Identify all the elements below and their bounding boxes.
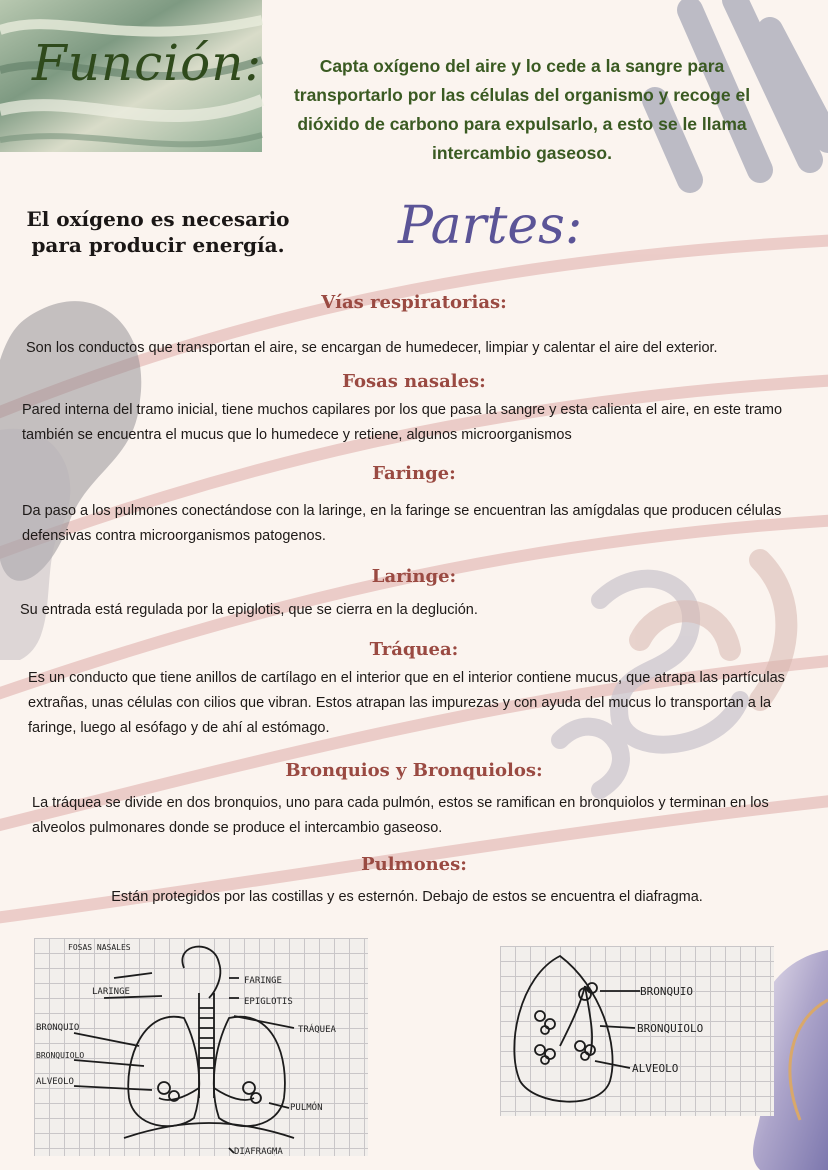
function-description: Capta oxígeno del aire y lo cede a la sangre para transportarlo por las células del organismo y recoge el dióxido de carbono para expulsarlo, a esto se le llama intercambio gaseoso. [293,56,751,163]
label-alveolo-detail: ALVEOLO [632,1062,679,1075]
section-title-bronquios: Bronquios y Bronquiolos: [285,760,543,781]
left-lung [128,1017,199,1126]
label-epiglotis: EPIGLOTIS [244,997,293,1007]
section-text-faringe: Da paso a los pulmones conectándose con la laringe, en la faringe se encuentran las amígdalas que producen células defensivas contra microorganismos patogenos. [22,503,782,544]
label-diafragma: DIAFRAGMA [234,1147,283,1156]
head-outline [182,947,220,998]
label-fosas-nasales: FOSAS NASALES [68,943,131,952]
label-bronquiolo-detail: BRONQUIOLO [637,1022,704,1035]
label-alveolo: ALVEOLO [36,1077,74,1087]
label-pulmon: PULMÓN [290,1103,323,1113]
section-text-vias: Son los conductos que transportan el aire, se encargan de humedecer, limpiar y calentar el aire del exterior. [26,340,718,356]
section-text-bronquios: La tráquea se divide en dos bronquios, uno para cada pulmón, estos se ramifican en bronquiolos y terminan en los alveolos pulmonares donde se produce el intercambio gaseoso. [32,795,769,836]
label-bronquio: BRONQUIO [36,1023,80,1033]
function-title: Función: [32,34,263,92]
oxygen-note-line2: para producir energía. [31,233,285,257]
parts-title: Partes: [398,196,583,256]
section-text-pulmones: Están protegidos por las costillas y es esternón. Debajo de estos se encuentra el diafragma. [111,889,703,905]
label-bronquiolo: BRONQUIOLO [36,1051,85,1060]
lung-outline [514,956,612,1102]
section-title-pulmones: Pulmones: [361,854,467,875]
section-title-traquea: Tráquea: [369,639,459,660]
oxygen-note-line1: El oxígeno es necesario [26,207,290,231]
section-title-fosas: Fosas nasales: [342,371,486,392]
label-laringe: LARINGE [92,987,130,997]
section-text-laringe: Su entrada está regulada por la epiglotis, que se cierra en la deglución. [20,602,478,618]
label-faringe: FARINGE [244,976,282,986]
section-text-fosas: Pared interna del tramo inicial, tiene muchos capilares por los que pasa la sangre y esta calienta el aire, en este tramo también se encuentra el mucus que lo humedece y retiene, algunos microorganismos [22,402,783,443]
section-title-vias: Vías respiratorias: [321,292,507,313]
label-traquea: TRÁQUEA [298,1025,336,1035]
respiratory-system-drawing [34,938,368,1156]
section-text-traquea: Es un conducto que tiene anillos de cartílago en el interior que en el interior contiene mucus, que atrapa las partículas extrañas, unas células con cilios que vibran. Estos atrapan las impurezas y con ayuda del mucus lo transportan a la faringe, luego al esófago y de ahí al estómago. [28,670,785,736]
oxygen-note [18,206,298,258]
section-title-laringe: Laringe: [371,566,457,587]
lung-detail-drawing [500,946,774,1116]
right-lung [214,1017,285,1126]
diaphragm [124,1123,294,1138]
label-bronquio-detail: BRONQUIO [640,985,693,998]
section-title-faringe: Faringe: [372,463,456,484]
